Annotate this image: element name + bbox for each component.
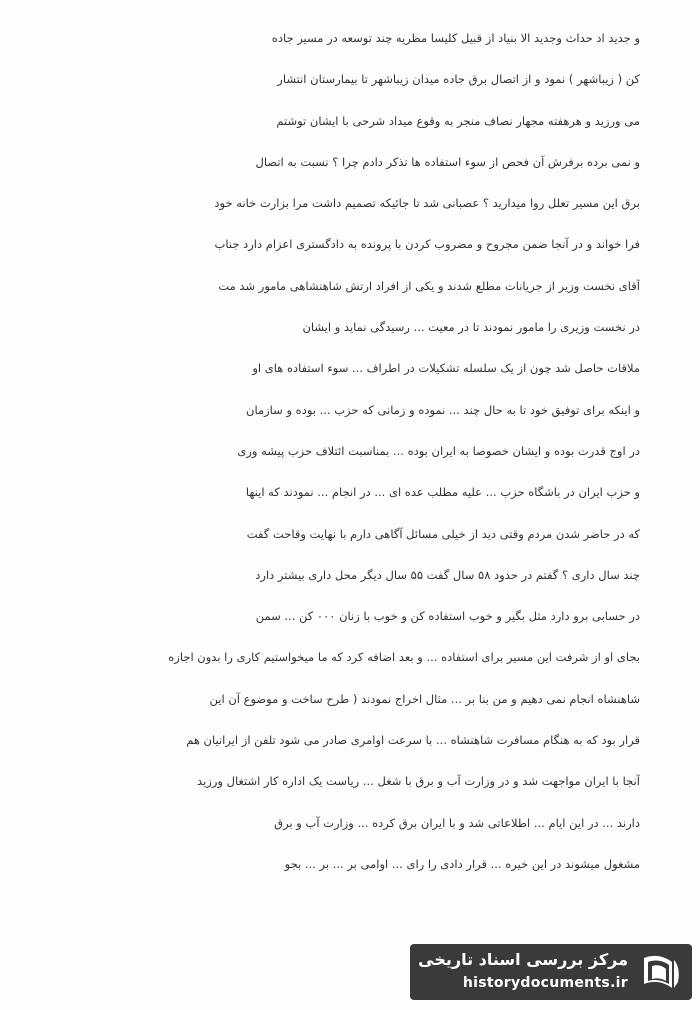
watermark-url: historydocuments.ir (462, 975, 628, 991)
document-line: بجای او از شرفت این مسیر برای استفاده ... و بعد اضافه کرد که ما میخواستیم کاری را بدون اجازه (168, 650, 640, 665)
typed-text-body (60, 28, 640, 895)
document-line: شاهنشاه انجام نمی دهیم و من بنا بر ... مثال اخراج نمودند ( طرح ساخت و موضوع آن این (209, 691, 640, 706)
document-line: آقای نخست وزیر از جریانات مطلع شدند و یکی از افراد ارتش شاهنشاهی مامور شد مت (218, 278, 640, 293)
document-line: در نخست وزیری را مامور نمودند تا در معیت ... رسیدگی نماید و ایشان (302, 320, 640, 335)
document-line: که در حاضر شدن مردم وقتی دید از خیلی مسائل آگاهی دارم با نهایت وقاحت گفت (246, 526, 640, 541)
document-line: و جدید اد حداث وجدید الا بنیاد از قبیل کلیسا مظریه چند توسعه در مسیر جاده (271, 31, 640, 45)
watermark-title: مرکز بررسی اسناد تاریخی (418, 950, 628, 969)
document-line: قرار بود که به هنگام مسافرت شاهنشاه ... با سرعت اوامری صادر می شود تلفن از ایرانیان هم (186, 733, 640, 748)
document-line: در حسابی برو دارد مثل بگیر و خوب استفاده کن و خوب با زنان ۰۰۰ کن ... سمن (255, 609, 640, 624)
document-line: دارند ... در این ایام ... اطلاعاتی شد و با ایران برق کرده ... وزارت آب و برق (274, 815, 640, 830)
document-line: کن ( زیباشهر ) نمود و از اتصال برق جاده میدان زیباشهر تا بیمارستان انتشار (277, 72, 640, 87)
document-line: ملاقات حاصل شد چون از یک سلسله تشکیلات در اطراف ... سوء استفاده های او (252, 361, 640, 376)
document-line: چند سال داری ؟ گفتم در حدود ۵۸ سال گفت ۵۵ سال دیگر محل داری بیشتر دارد (255, 567, 640, 582)
book-page-logo-icon (638, 950, 684, 994)
document-line: در اوج قدرت بوده و ایشان خصوصا به ایران بوده ... بمناسبت ائتلاف حزب پیشه وری (237, 443, 640, 458)
document-line: و اینکه برای توفیق خود تا به حال چند ... نموده و زمانی که حزب ... بوده و سازمان (246, 402, 640, 417)
document-line: فرا خواند و در آنجا ضمن مجروح و مضروب کردن با پرونده به دادگستری اعزام دارد جناب (214, 237, 640, 252)
document-line: و حزب ایران در باشگاه حزب ... علیه مطلب عده ای ... در انجام ... نمودند که اینها (245, 485, 640, 500)
document-line: مشغول میشوند در این خیره ... قرار دادی را رای ... اوامی بر ... بر ... بجو (284, 856, 640, 871)
document-line: و نمی برده برفرش آن فحص از سوء استفاده ها تذکر دادم چرا ؟ نسبت به اتصال (255, 154, 640, 169)
watermark-banner (410, 944, 692, 1000)
document-line: می ورزید و هرهفته مجهار نصاف منجر به وقوع میداد شرحی با ایشان توشتم (276, 113, 640, 128)
document-line: آنجا با ایران مواجهت شد و در وزارت آب و برق با شغل ... ریاست یک اداره کار اشتغال ورزید (197, 774, 640, 789)
document-line: برق این مسیر تعلل روا میدارید ؟ عصبانی شد تا جائیکه تصمیم داشت مرا بزارت خانه خود (214, 196, 640, 211)
